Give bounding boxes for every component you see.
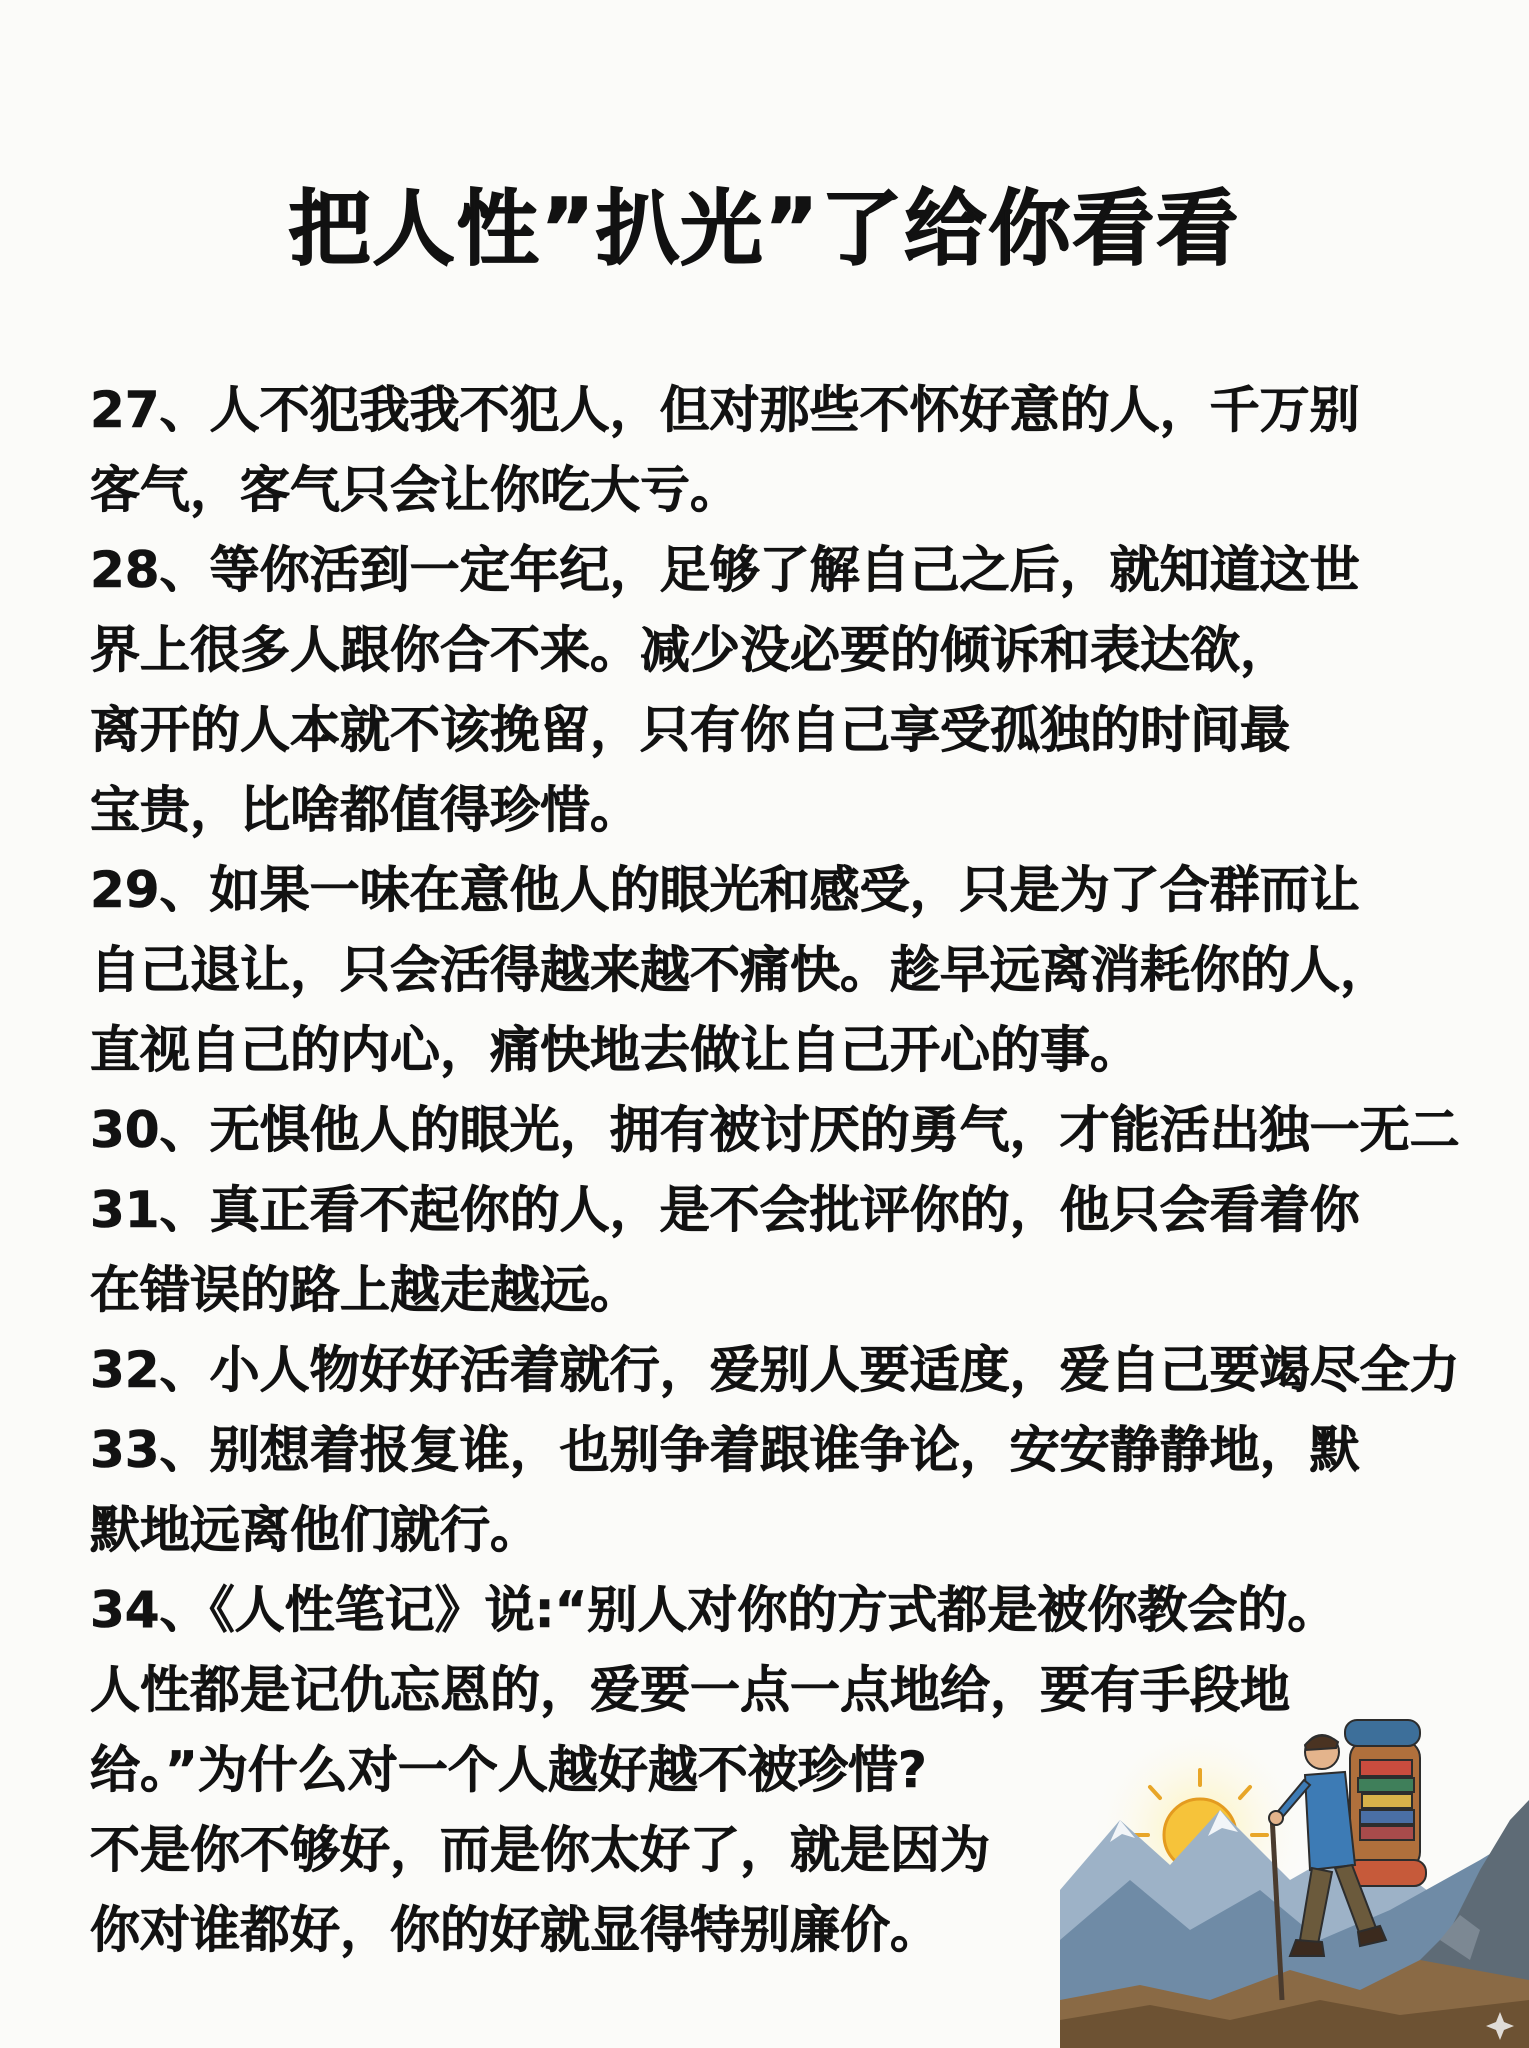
- text-line: 不是你不够好，而是你太好了，就是因为: [90, 1821, 990, 1879]
- text-line: 给。”为什么对一个人越好越不被珍惜?: [90, 1741, 927, 1799]
- text-line: 30、无惧他人的眼光，拥有被讨厌的勇气，才能活出独一无二: [90, 1101, 1460, 1159]
- hiker-mountain-illustration: [1060, 1700, 1529, 2048]
- page-title: 把人性”扒光”了给你看看: [288, 182, 1241, 277]
- text-line: 32、小人物好好活着就行，爱别人要适度，爱自己要竭尽全力: [90, 1341, 1460, 1399]
- text-line: 离开的人本就不该挽留，只有你自己享受孤独的时间最: [90, 701, 1290, 759]
- text-line: 33、别想着报复谁，也别争着跟谁争论，安安静静地，默: [90, 1421, 1360, 1479]
- text-line: 直视自己的内心，痛快地去做让自己开心的事。: [90, 1021, 1140, 1079]
- text-line: 宝贵，比啥都值得珍惜。: [90, 781, 640, 839]
- text-line: 在错误的路上越走越远。: [90, 1261, 640, 1319]
- text-line: 界上很多人跟你合不来。减少没必要的倾诉和表达欲，: [90, 621, 1290, 679]
- text-line: 31、真正看不起你的人，是不会批评你的，他只会看着你: [90, 1181, 1360, 1239]
- text-line: 29、如果一味在意他人的眼光和感受，只是为了合群而让: [90, 861, 1360, 919]
- text-line: 28、等你活到一定年纪，足够了解自己之后，就知道这世: [90, 541, 1360, 599]
- text-line: 34、《人性笔记》说:“别人对你的方式都是被你教会的。: [90, 1581, 1338, 1639]
- text-line: 人性都是记仇忘恩的，爱要一点一点地给，要有手段地: [90, 1661, 1290, 1719]
- text-line: 客气，客气只会让你吃大亏。: [90, 461, 740, 519]
- text-line: 自己退让，只会活得越来越不痛快。趁早远离消耗你的人，: [90, 941, 1390, 999]
- text-line: 默地远离他们就行。: [90, 1501, 540, 1559]
- text-line: 你对谁都好，你的好就显得特别廉价。: [90, 1901, 940, 1959]
- text-line: 27、人不犯我我不犯人，但对那些不怀好意的人，千万别: [90, 381, 1360, 439]
